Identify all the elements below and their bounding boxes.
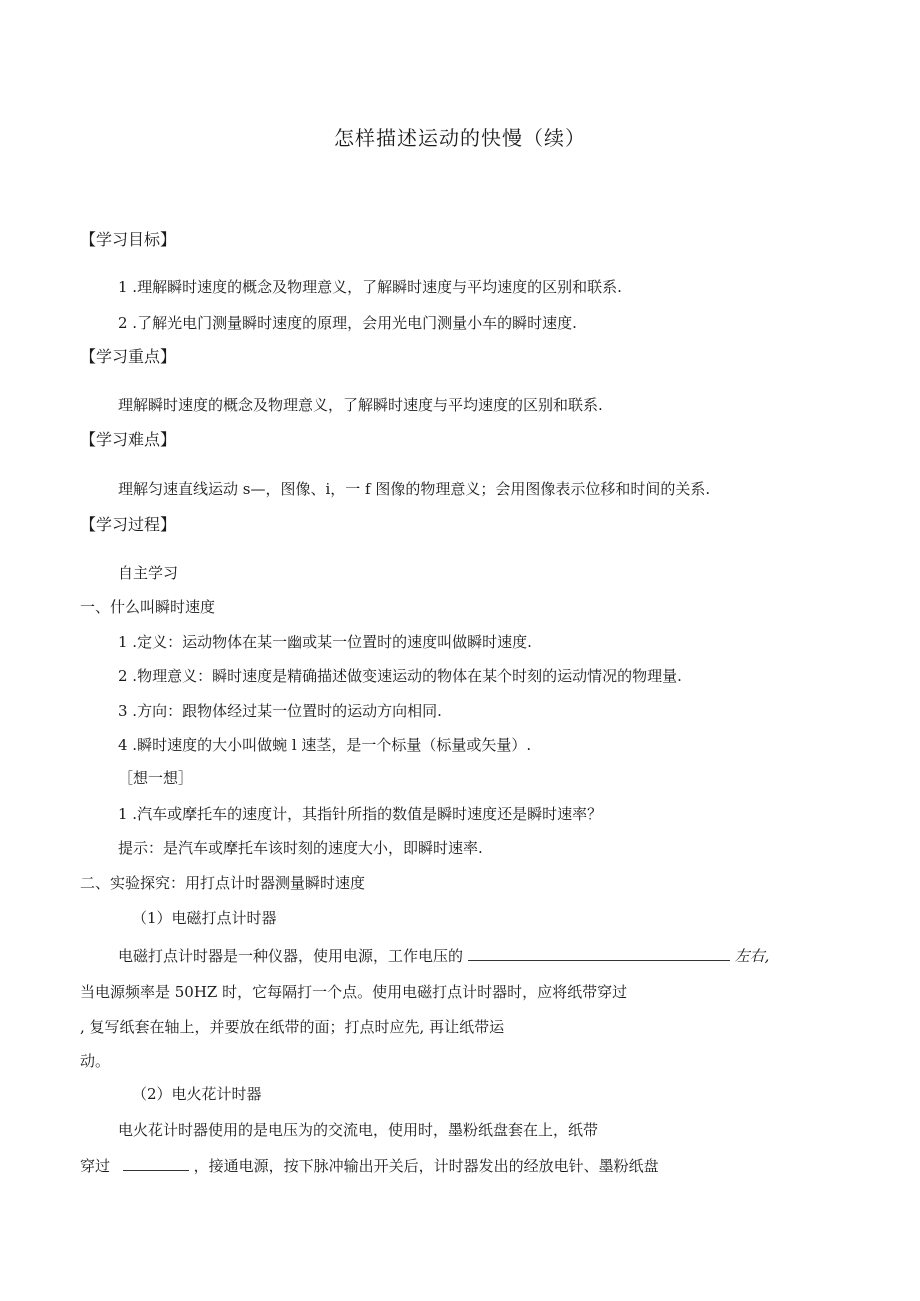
paragraph-2-text-a: 穿过: [80, 1157, 111, 1175]
process-header: 【学习过程】: [80, 515, 177, 534]
section-1-item-1: 1 .定义：运动物体在某一幽或某一位置时的速度叫做瞬时速度.: [118, 633, 532, 651]
section-1-item-4: 4 .瞬时速度的大小叫做蜿 l 速茎，是一个标量（标量或矢量）.: [118, 736, 532, 754]
key-points-header: 【学习重点】: [80, 347, 177, 366]
fill-blank[interactable]: [123, 1156, 189, 1171]
page-title: 怎样描述运动的快慢（续）: [334, 126, 586, 150]
section-2-title: 二、实验探究：用打点计时器测量瞬时速度: [80, 874, 366, 892]
paragraph-2-line-2: [80, 1156, 659, 1176]
paragraph-1-text-a: 电磁打点计时器是一种仪器，使用电源，工作电压的: [118, 947, 464, 965]
paragraph-1-line-3: , 复写纸套在轴上，并要放在纸带的面；打点时应先, 再让纸带运: [80, 1018, 505, 1036]
section-1-item-2: 2 .物理意义：瞬时速度是精确描述做变速运动的物体在某个时刻的运动情况的物理量.: [118, 667, 682, 685]
paragraph-2-line-1: 电火花计时器使用的是电压为的交流电，使用时，墨粉纸盘套在上，纸带: [118, 1121, 599, 1139]
subsection-1-title: （1）电磁打点计时器: [132, 909, 277, 927]
paragraph-1-line-4: 动。: [80, 1052, 111, 1070]
self-study-label: 自主学习: [118, 564, 179, 582]
think-question-1: 1 .汽车或摩托车的速度计，其指针所指的数值是瞬时速度还是瞬时速率？: [118, 805, 603, 823]
key-points-text: 理解瞬时速度的概念及物理意义，了解瞬时速度与平均速度的区别和联系.: [118, 396, 603, 414]
objectives-header: 【学习目标】: [80, 230, 177, 249]
paragraph-1-text-b: 左右,: [734, 947, 770, 965]
difficulties-text: 理解匀速直线运动 s—，图像、i，一 f 图像的物理意义；会用图像表示位移和时间的关系.: [118, 480, 711, 498]
section-1-item-3: 3 .方向：跟物体经过某一位置时的运动方向相同.: [118, 702, 442, 720]
objective-item-2: 2 .了解光电门测量瞬时速度的原理，会用光电门测量小车的瞬时速度.: [118, 314, 577, 332]
objective-item-1: 1 .理解瞬时速度的概念及物理意义，了解瞬时速度与平均速度的区别和联系.: [118, 278, 622, 296]
paragraph-2-text-b: ，接通电源，按下脉冲输出开关后，计时器发出的经放电针、墨粉纸盘: [193, 1157, 659, 1175]
difficulties-header: 【学习难点】: [80, 430, 177, 449]
section-1-title: 一、什么叫瞬时速度: [80, 598, 216, 616]
think-label: ［想一想］: [118, 769, 194, 787]
paragraph-1-line-2: 当电源频率是 50HZ 时，它每隔打一个点。使用电磁打点计时器时，应将纸带穿过: [80, 983, 628, 1001]
fill-blank[interactable]: [468, 946, 730, 961]
paragraph-1-line-1: [118, 946, 769, 966]
think-hint: 提示：是汽车或摩托车该时刻的速度大小，即瞬时速率.: [118, 839, 483, 857]
subsection-2-title: （2）电火花计时器: [132, 1085, 262, 1103]
